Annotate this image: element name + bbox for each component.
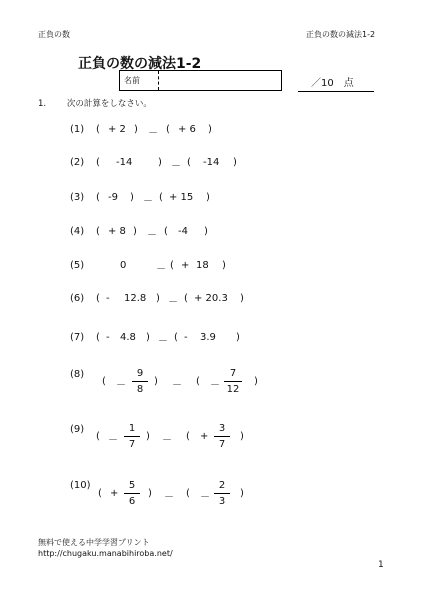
fraction (124, 479, 140, 508)
paren: ) (206, 192, 210, 203)
paren: ) (204, 226, 208, 237)
minus-operator: － (172, 380, 182, 391)
paren: ) (158, 157, 162, 168)
fraction (124, 422, 140, 451)
paren: ( (96, 332, 100, 343)
header-right: 正負の数の減法1-2 (306, 30, 376, 39)
paren: ( (98, 488, 102, 499)
sign: － (116, 380, 126, 391)
term: 0 (120, 260, 127, 271)
term: -14 (116, 157, 133, 168)
sign: + (200, 431, 209, 442)
denominator: 7 (218, 439, 226, 450)
denominator: 6 (128, 496, 136, 507)
paren: ( (184, 293, 188, 304)
problem-label: (1) (70, 124, 85, 135)
paren: ( (174, 332, 178, 343)
question-instruction: 次の計算をしなさい。 (66, 99, 152, 109)
paren: ) (156, 293, 160, 304)
score-label: ／10 点 (311, 78, 354, 89)
paren: ( (96, 431, 100, 442)
minus-operator: － (171, 161, 181, 172)
paren: ) (254, 376, 258, 387)
paren: ) (240, 431, 244, 442)
paren: ) (222, 260, 226, 271)
fraction-bar (214, 493, 230, 494)
fraction-bar (224, 381, 242, 382)
term: -4 (178, 226, 188, 237)
name-field-box (119, 70, 282, 91)
problem-label: (10) (70, 480, 91, 491)
problem-label: (4) (70, 226, 85, 237)
paren: ( (96, 157, 100, 168)
denominator: 8 (136, 384, 144, 395)
paren: ) (240, 488, 244, 499)
minus-operator: － (147, 230, 157, 241)
name-separator (158, 71, 159, 90)
fraction (132, 367, 148, 396)
sign: - (106, 293, 110, 304)
problem-label: (7) (70, 332, 85, 343)
minus-operator: － (158, 336, 168, 347)
paren: ) (240, 293, 244, 304)
problem-label: (9) (70, 424, 85, 435)
minus-operator: － (156, 264, 166, 275)
paren: ( (170, 260, 174, 271)
sign: + (181, 260, 190, 271)
numerator: 9 (136, 368, 144, 379)
term: + 20.3 (194, 293, 228, 304)
minus-operator: － (143, 196, 153, 207)
term: 12.8 (124, 293, 147, 304)
fraction-bar (132, 381, 148, 382)
question-number: 1. (38, 99, 47, 109)
fraction-bar (124, 436, 140, 437)
numerator: 5 (128, 480, 136, 491)
problem-label: (5) (70, 260, 85, 271)
sign: － (200, 492, 210, 503)
term: + 15 (169, 192, 194, 203)
paren: ) (148, 488, 152, 499)
term: -14 (203, 157, 220, 168)
paren: ) (208, 124, 212, 135)
denominator: 7 (128, 439, 136, 450)
problem-label: (2) (70, 157, 85, 168)
fraction-bar (124, 493, 140, 494)
paren: ( (166, 124, 170, 135)
minus-operator: － (148, 128, 158, 139)
paren: ) (154, 376, 158, 387)
header-left: 正負の数 (38, 30, 70, 39)
fraction-bar (214, 436, 230, 437)
numerator: 1 (128, 423, 136, 434)
fraction (214, 479, 230, 508)
name-label: 名前 (124, 76, 140, 85)
paren: ( (159, 192, 163, 203)
term: + 8 (108, 226, 126, 237)
sign: － (108, 435, 118, 446)
paren: ) (233, 157, 237, 168)
page-number: 1 (378, 560, 384, 570)
denominator: 12 (226, 384, 240, 395)
minus-operator: － (164, 492, 174, 503)
denominator: 3 (218, 496, 226, 507)
paren: ( (186, 431, 190, 442)
sign: + (110, 488, 119, 499)
problem-label: (6) (70, 293, 85, 304)
question-1 (38, 97, 152, 109)
footer-url[interactable]: http://chugaku.manabihiroba.net/ (38, 549, 173, 558)
paren: ( (186, 488, 190, 499)
fraction (214, 422, 230, 451)
minus-operator: － (168, 297, 178, 308)
term: + 2 (108, 124, 126, 135)
paren: ) (146, 332, 150, 343)
page-title: 正負の数の減法1-2 (78, 56, 202, 72)
score-underline (298, 91, 374, 92)
term: + 6 (178, 124, 196, 135)
problem-label: (3) (70, 192, 85, 203)
term: 3.9 (200, 332, 216, 343)
paren: ( (164, 226, 168, 237)
paren: ) (236, 332, 240, 343)
minus-operator: － (162, 435, 172, 446)
paren: ( (96, 192, 100, 203)
term: 4.8 (120, 332, 136, 343)
numerator: 7 (229, 368, 237, 379)
fraction (224, 367, 242, 396)
numerator: 3 (218, 423, 226, 434)
paren: ( (102, 376, 106, 387)
paren: ( (96, 124, 100, 135)
paren: ) (134, 124, 138, 135)
term: -9 (108, 192, 118, 203)
term: 18 (196, 260, 209, 271)
footer-title: 無料で使える中学学習プリント (38, 538, 150, 547)
sign: － (210, 380, 220, 391)
paren: ( (196, 376, 200, 387)
sign: - (184, 332, 188, 343)
problem-label: (8) (70, 369, 85, 380)
sign: - (106, 332, 110, 343)
numerator: 2 (218, 480, 226, 491)
paren: ) (146, 431, 150, 442)
paren: ( (187, 157, 191, 168)
paren: ) (133, 226, 137, 237)
paren: ( (96, 293, 100, 304)
paren: ) (130, 192, 134, 203)
paren: ( (96, 226, 100, 237)
